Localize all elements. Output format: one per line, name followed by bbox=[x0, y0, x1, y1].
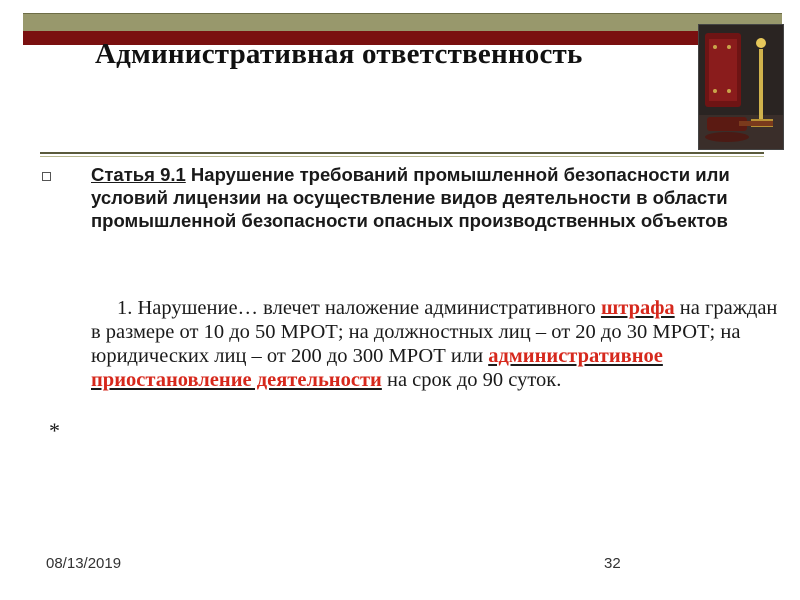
article-title: Нарушение требований промышленной безопасности или условий лицензии на осуществление видов деятельности в области промышленной безопасности опасных производственных объектов bbox=[91, 164, 730, 231]
paragraph-text-2: на граждан в размере от 10 до 50 МРОТ; на должностных лиц – от 20 до 30 МРОТ; на юридических лиц – от 200 до 300 МРОТ или bbox=[91, 297, 778, 367]
paragraph-text-3: на срок до 90 суток. bbox=[381, 369, 562, 391]
title-divider-light bbox=[40, 156, 764, 157]
header-band-olive bbox=[23, 13, 782, 33]
gavel-photo bbox=[698, 24, 784, 150]
title-divider bbox=[40, 152, 764, 154]
page-number: 32 bbox=[604, 555, 621, 572]
fine-link[interactable]: штрафа bbox=[600, 297, 675, 319]
penalty-paragraph bbox=[91, 296, 781, 392]
suspension-link[interactable]: административное приостановление деятельности bbox=[91, 345, 663, 391]
article-number: Статья 9.1 bbox=[91, 164, 186, 185]
asterisk-bullet: * bbox=[49, 418, 60, 443]
slide-title: Административная ответственность bbox=[95, 38, 583, 70]
article-heading bbox=[91, 163, 731, 232]
bullet-square-icon bbox=[42, 172, 51, 181]
paragraph-text-1: 1. Нарушение… влечет наложение административного bbox=[117, 297, 601, 319]
footer-date: 08/13/2019 bbox=[46, 555, 122, 572]
